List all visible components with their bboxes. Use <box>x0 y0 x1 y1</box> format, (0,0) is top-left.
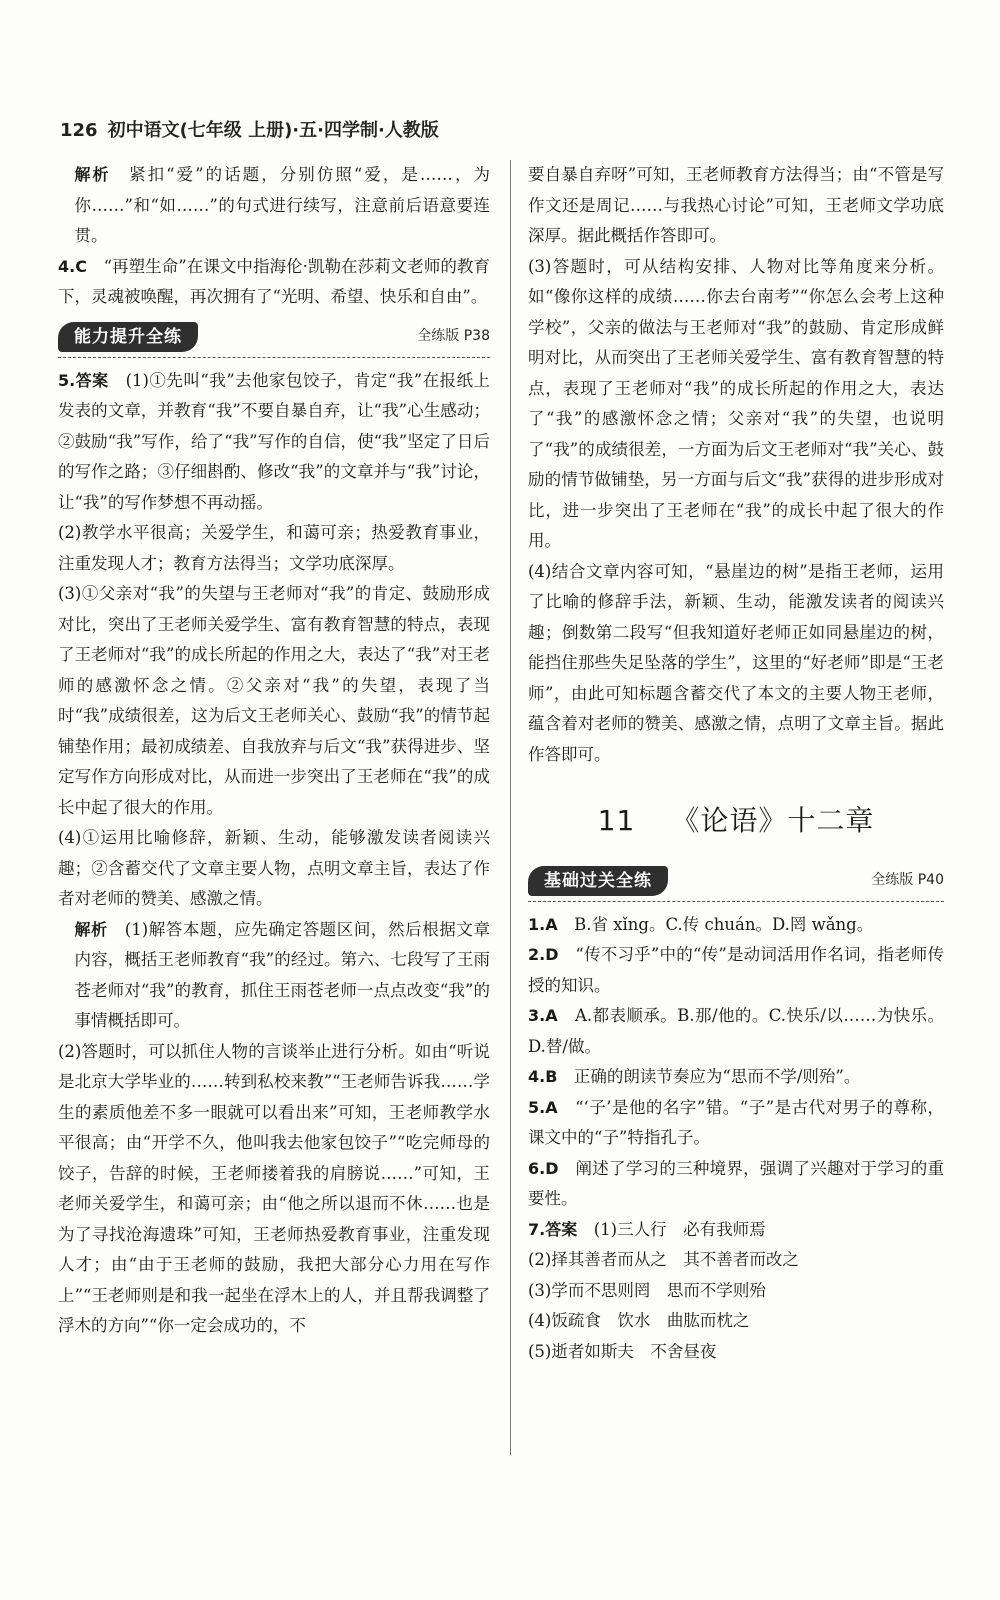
analysis-text: 紧扣“爱”的话题，分别仿照“爱，是……，为你……”和“如……”的句式进行续写，注意前后语意要连贯。 <box>74 165 490 245</box>
answer-q5-1 <box>58 366 490 519</box>
analysis-paragraph <box>58 160 490 252</box>
answer-3 <box>528 1001 944 1062</box>
banner-label: 能力提升全练 <box>58 322 198 352</box>
answer-label: 5.A <box>528 1097 558 1117</box>
analysis-label: 解析 <box>74 919 108 939</box>
answer-label: 5.答案 <box>58 370 109 390</box>
answer-4 <box>528 1062 944 1093</box>
analysis-text: (1)解答本题，应先确定答题区间，然后根据文章内容，概括王老师教育“我”的经过。第六、七段写了王雨苍老师对“我”的教育，抓住王雨苍老师一点点改变“我”的事情概括即可。 <box>74 919 490 1030</box>
answer-text: A.都表顺承。B.那/他的。C.快乐/以……为快乐。D.替/做。 <box>528 1006 945 1056</box>
column-divider <box>510 160 511 1455</box>
analysis-continued: 要自暴自弃呀”可知，王老师教育方法得当；由“不管是写作文还是周记……与我热心讨论”可知，王老师文学功底深厚。据此概括作答即可。 <box>528 165 944 245</box>
answer-2 <box>528 940 944 1001</box>
answer-label: 2.D <box>528 945 559 964</box>
section-banner-basic <box>528 861 944 902</box>
analysis-item-4: (4)结合文章内容可知，“悬崖边的树”是指王老师，运用了比喻的修辞手法，新颖、生动，能激发读者的阅读兴趣；倒数第二段写“但我知道好老师正如同悬崖边的树，能挡住那些失足坠落的学生”，这里的“好老师”即是“王老师”，由此可知标题含蓄交代了本文的主要人物王老师，蕴含着对老师的赞美、感激之情，点明了文章主旨。据此作答即可。 <box>528 561 944 764</box>
page-number: 126 <box>60 120 98 141</box>
analysis-label: 解析 <box>74 165 111 184</box>
book-title: 初中语文(七年级 上册)·五·四学制·人教版 <box>107 120 439 141</box>
answer-7-1 <box>528 1215 944 1246</box>
answer-q5-4: (4)①运用比喻修辞，新颖、生动，能够激发读者阅读兴趣；②含蓄交代了文章主要人物，点明文章主旨，表达了作者对老师的赞美、感激之情。 <box>58 828 490 908</box>
answer-7-4: (4)饭疏食 饮水 曲肱而枕之 <box>528 1311 750 1330</box>
answer-label: 7.答案 <box>528 1219 578 1239</box>
answer-6 <box>528 1154 944 1215</box>
answer-q5-2: (2)教学水平很高；关爱学生，和蔼可亲；热爱教育事业，注重发现人才；教育方法得当；文学功底深厚。 <box>58 523 490 573</box>
left-column <box>58 160 490 1342</box>
answer-text: “‘子’是他的名字”错。“子”是古代对男子的尊称，课文中的“子”特指孔子。 <box>528 1097 945 1147</box>
answer-7-5: (5)逝者如斯夫 不舍昼夜 <box>528 1341 717 1361</box>
banner-page-ref: 全练版 P40 <box>871 872 944 889</box>
answer-text: B.省 xǐng。C.传 chuán。D.罔 wǎng。 <box>574 914 874 934</box>
answer-label: 4.C <box>58 256 87 276</box>
answer-text: (1)①先叫“我”去他家包饺子，肯定“我”在报纸上发表的文章，并教育“我”不要自暴自弃，让“我”心生感动；②鼓励“我”写作，给了“我”写作的自信，使“我”坚定了日后的写作之路；③仔细斟酌、修改“我”的文章并与“我”讨论，让“我”的写作梦想不再动摇。 <box>58 370 490 512</box>
answer-q5-3: (3)①父亲对“我”的失望与王老师对“我”的肯定、鼓励形成对比，突出了王老师关爱学生、富有教育智慧的特点，表现了王老师对“我”的成长所起的作用之大，表达了“我”对王老师的感激怀念之情。②父亲对“我”的失望，表现了当时“我”成绩很差，这为后文王老师关心、鼓励“我”的情节起铺垫作用；最初成绩差、自我放弃与后文“我”获得进步、坚定写作方向形成对比，从而进一步突出了王老师在“我”的成长中起了很大的作用。 <box>58 584 490 817</box>
answer-1 <box>528 910 944 941</box>
answer-label: 1.A <box>528 914 558 934</box>
answer-text: 正确的朗读节奏应为“思而不学/则殆”。 <box>573 1067 861 1086</box>
section-banner-ability <box>58 317 490 358</box>
chapter-number: 11 <box>597 804 636 837</box>
answer-text: “传不习乎”中的“传”是动词活用作名词，指老师传授的知识。 <box>528 945 944 995</box>
answer-text: 阐述了学习的三种境界，强调了兴趣对于学习的重要性。 <box>528 1158 945 1208</box>
chapter-heading <box>528 806 944 837</box>
answer-7-3: (3)学而不思则罔 思而不学则殆 <box>528 1280 766 1300</box>
analysis-item-3: (3)答题时，可从结构安排、人物对比等角度来分析。如“像你这样的成绩……你去台南考”“你怎么会考上这种学校”，父亲的做法与王老师对“我”的鼓励、肯定形成鲜明对比，从而突出了王老师关爱学生、富有教育智慧的特点，表现了王老师对“我”的成长所起的作用之大，表达了“我”的感激怀念之情；父亲对“我”的失望，也说明了“我”的成绩很差，一方面为后文王老师对“我”关心、鼓励的情节做铺垫，另一方面与后文“我”获得的进步形成对比，进一步突出了王老师在“我”的成长中起了很大的作用。 <box>528 256 944 550</box>
answer-text: (1)三人行 必有我师焉 <box>593 1219 766 1239</box>
answer-q4 <box>58 252 490 313</box>
answer-5 <box>528 1093 944 1154</box>
answer-label: 3.A <box>528 1006 558 1025</box>
chapter-title: 《论语》十二章 <box>671 804 875 837</box>
banner-label: 基础过关全练 <box>528 866 668 896</box>
analysis-b-1 <box>58 915 490 1037</box>
answer-label: 4.B <box>528 1067 558 1086</box>
analysis-b-2: (2)答题时，可以抓住人物的言谈举止进行分析。如由“听说是北京大学毕业的……转到私校来教”“王老师告诉我……学生的素质他差不多一眼就可以看出来”可知，王老师教学水平很高；由“开学不久，他叫我去他家包饺子”“吃完师母的饺子，告辞的时候，王老师搂着我的肩膀说……”可知，王老师关爱学生，和蔼可亲；由“他之所以退而不休……也是为了寻找沧海遗珠”可知，王老师热爱教育事业，注重发现人才；由“由于王老师的鼓励，我把大部分心力用在写作上”“王老师则是和我一起坐在浮木上的人，并且帮我调整了浮木的方向”“你一定会成功的，不 <box>58 1041 490 1335</box>
answer-7-2: (2)择其善者而从之 其不善者而改之 <box>528 1250 799 1269</box>
page-header <box>60 116 600 142</box>
right-column <box>528 160 944 1367</box>
answer-label: 6.D <box>528 1158 559 1178</box>
banner-page-ref: 全练版 P38 <box>417 328 490 345</box>
answer-text: “再塑生命”在课文中指海伦·凯勒在莎莉文老师的教育下，灵魂被唤醒，再次拥有了“光明、希望、快乐和自由”。 <box>58 256 490 306</box>
